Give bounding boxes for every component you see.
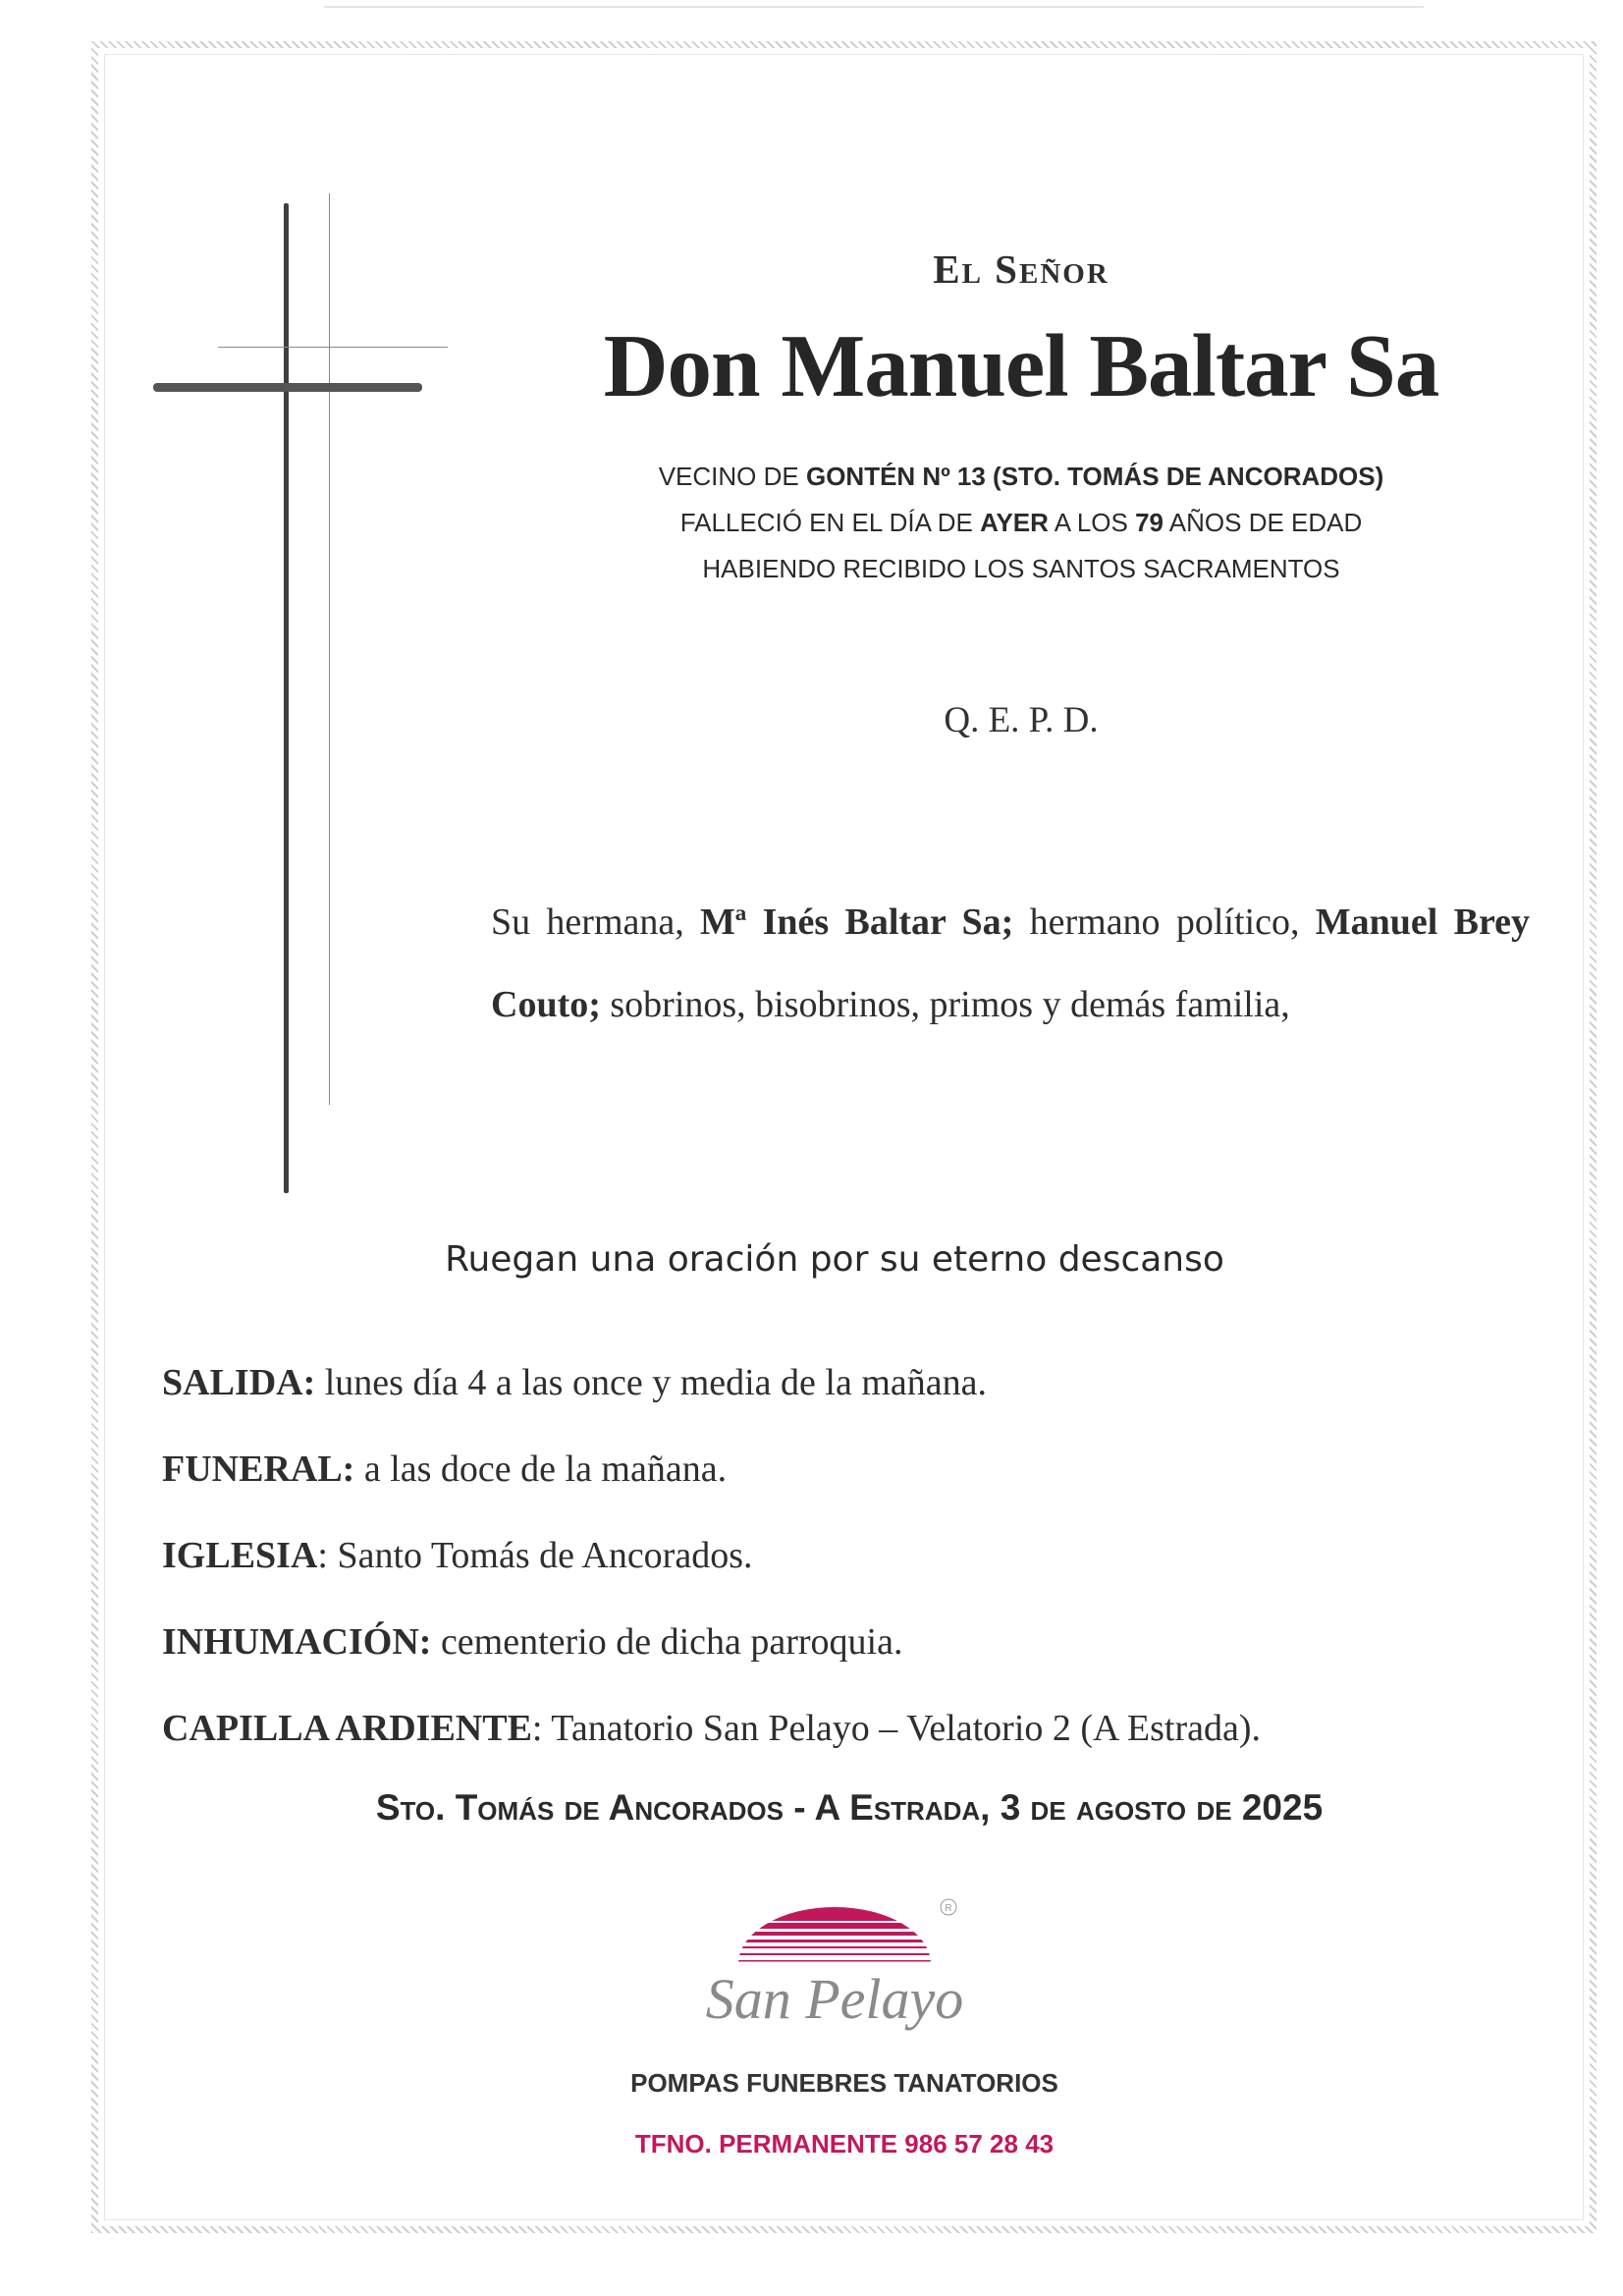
detail-label: SALIDA: xyxy=(162,1362,316,1403)
death-day: AYER xyxy=(980,508,1049,537)
company-tagline: POMPAS FUNEBRES TANATORIOS xyxy=(630,2068,1058,2098)
residence-line xyxy=(550,454,1492,500)
detail-iglesia xyxy=(162,1528,1537,1614)
detail-label: INHUMACIÓN: xyxy=(162,1621,432,1663)
prayer-request: Ruegan una oración por su eterno descanso xyxy=(445,1239,1224,1280)
family-sister: Mª Inés Baltar Sa; xyxy=(700,902,1014,943)
detail-label: FUNERAL: xyxy=(162,1449,355,1490)
family-text-3: sobrinos, bisobrinos, primos y demás familia, xyxy=(600,984,1290,1025)
detail-text: : Tanatorio San Pelayo – Velatorio 2 (A Estrada). xyxy=(531,1708,1261,1749)
detail-text: : Santo Tomás de Ancorados. xyxy=(317,1535,753,1576)
family-text-2: hermano político, xyxy=(1013,902,1316,943)
qepd: Q. E. P. D. xyxy=(944,700,1099,740)
company-phone: TFNO. PERMANENTE 986 57 28 43 xyxy=(634,2129,1055,2159)
service-details xyxy=(162,1355,1537,1787)
detail-funeral xyxy=(162,1442,1537,1528)
residence-prefix: VECINO DE xyxy=(658,462,806,491)
death-suffix: AÑOS DE EDAD xyxy=(1163,508,1363,537)
deceased-name: Don Manuel Baltar Sa xyxy=(603,316,1439,415)
sacraments-line: HABIENDO RECIBIDO LOS SANTOS SACRAMENTOS xyxy=(702,554,1340,583)
detail-capilla xyxy=(162,1701,1537,1787)
residence-address: GONTÉN Nº 13 (STO. TOMÁS DE ANCORADOS) xyxy=(805,462,1384,491)
honorific-title: El Señor xyxy=(933,246,1109,292)
san-pelayo-logo xyxy=(677,1886,972,2062)
registered-mark: R xyxy=(945,1903,952,1914)
detail-inhumacion xyxy=(162,1614,1537,1701)
death-line xyxy=(550,500,1492,546)
death-mid: A LOS xyxy=(1048,508,1136,537)
cross-vertical-bar xyxy=(284,203,289,1193)
detail-label: IGLESIA xyxy=(162,1535,318,1576)
scan-edge-line xyxy=(324,6,1424,8)
family-brother-in-law: Manuel Brey Couto; xyxy=(491,902,1530,1025)
cross-vertical-line xyxy=(329,193,330,1105)
cross-horizontal-bar xyxy=(153,383,422,392)
sunset-stripes-icon xyxy=(727,1905,943,1962)
deceased-info xyxy=(550,454,1492,592)
death-prefix: FALLECIÓ EN EL DÍA DE xyxy=(679,508,981,537)
detail-label: CAPILLA ARDIENTE xyxy=(162,1708,532,1749)
detail-text: a las doce de la mañana. xyxy=(354,1449,728,1490)
family-paragraph xyxy=(491,881,1530,1046)
cross-horizontal-line xyxy=(218,347,448,348)
family-text-1: Su hermana, xyxy=(491,902,701,943)
detail-text: lunes día 4 a las once y media de la mañana. xyxy=(315,1362,987,1403)
place-and-date: Sto. Tomás de Ancorados - A Estrada, 3 de agosto de 2025 xyxy=(375,1787,1324,1828)
detail-salida xyxy=(162,1355,1537,1442)
logo-wordmark: San Pelayo xyxy=(705,1967,964,2031)
death-age: 79 xyxy=(1135,508,1164,537)
detail-text: cementerio de dicha parroquia. xyxy=(431,1621,903,1663)
